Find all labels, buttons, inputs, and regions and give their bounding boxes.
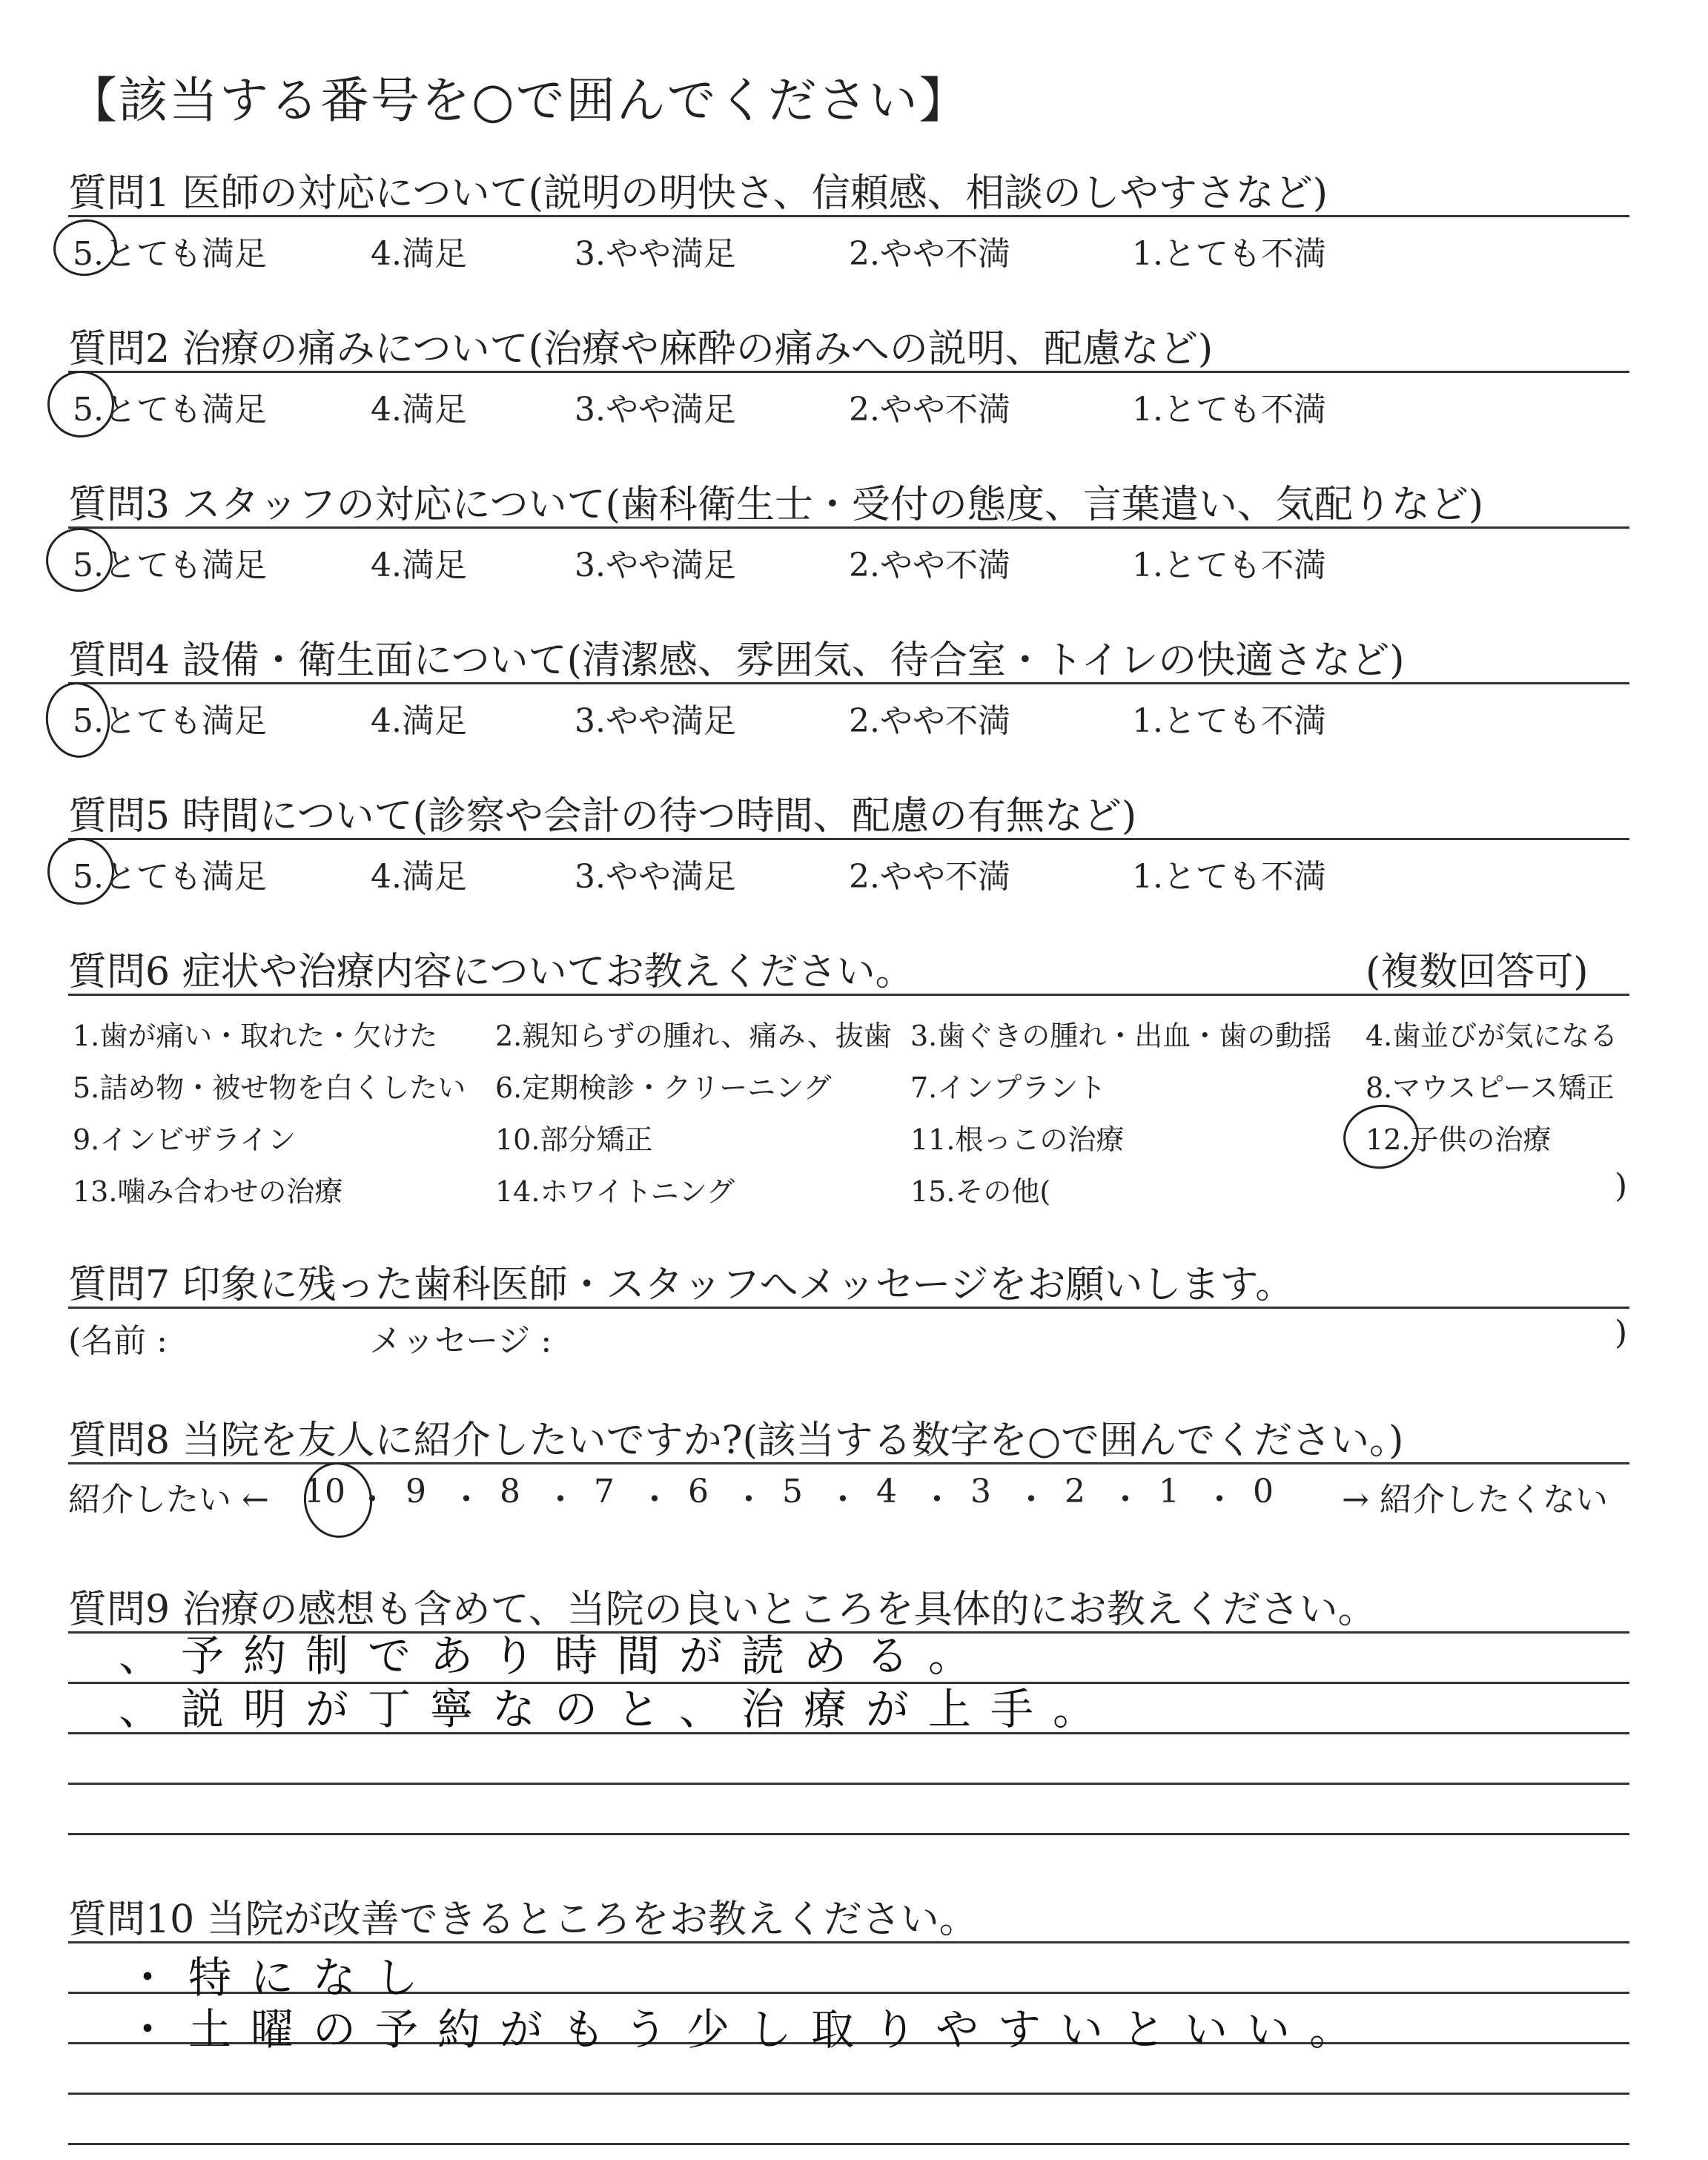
q6-title: 質問6 症状や治療内容についてお教えください。 [68,950,914,994]
q8-scale-value-2[interactable]: 2 [1065,1473,1085,1510]
q4-option-4[interactable]: 4.満足 [371,702,467,740]
q8-scale-value-7[interactable]: 7 [594,1473,615,1510]
q8-scale-separator: ・ [827,1481,859,1519]
page-title: 【該当する番号を○で囲んでください】 [68,72,970,129]
q3-option-4[interactable]: 4.満足 [371,546,467,584]
q6-item-2[interactable]: 2.親知らずの腫れ、痛み、抜歯 [495,1020,892,1052]
q8-scale-separator: ・ [544,1481,577,1519]
q8-right-label: → 紹介したくない [1342,1481,1608,1519]
q2-title: 質問2 治療の痛みについて(治療や麻酔の痛みへの説明、配慮など) [68,327,1214,371]
q5-option-2[interactable]: 2.やや不満 [849,858,1010,896]
q6-item-4[interactable]: 4.歯並びが気になる [1366,1020,1618,1052]
q10-answer-2: ・土曜の予約がもう少し取りやすいといい。 [126,2004,1372,2055]
q4-option-1[interactable]: 1.とても不満 [1132,702,1326,740]
q1-option-3[interactable]: 3.やや満足 [575,235,736,273]
q8-selection-circle [299,1458,377,1542]
q5-option-1[interactable]: 1.とても不満 [1132,858,1326,896]
q8-left-label: 紹介したい ← [68,1481,269,1519]
q2-option-5[interactable]: 5.とても満足 [73,391,267,429]
q8-scale-value-10[interactable]: 10 [304,1473,345,1510]
q2-option-1[interactable]: 1.とても不満 [1132,391,1326,429]
q10-line-4 [68,2093,1629,2095]
q2-option-4[interactable]: 4.満足 [371,391,467,429]
q1-title: 質問1 医師の対応について(説明の明快さ、信頼感、相談のしやすさなど) [68,171,1328,216]
q2-selection-circle [43,366,119,442]
q8-scale-separator: ・ [1015,1481,1047,1519]
q4-option-2[interactable]: 2.やや不満 [849,702,1010,740]
q5-title: 質問5 時間について(診察や会計の待つ時間、配慮の有無など) [68,794,1137,839]
q8-scale-separator: ・ [638,1481,671,1519]
q4-divider [68,682,1629,684]
q2-option-3[interactable]: 3.やや満足 [575,391,736,429]
q6-item-9[interactable]: 9.インビザライン [73,1123,297,1156]
q1-option-2[interactable]: 2.やや不満 [849,235,1010,273]
q9-answer-1: 、予約制であり時間が読める。 [119,1631,991,1681]
q5-divider [68,838,1629,840]
q6-item-15[interactable]: 15.その他( [910,1175,1051,1208]
q7-close-paren: ) [1615,1314,1628,1352]
q6-item-10[interactable]: 10.部分矯正 [495,1123,653,1156]
q7-message-label: メッセージ : [369,1322,552,1360]
q3-divider [68,526,1629,529]
q8-scale-value-3[interactable]: 3 [970,1473,991,1510]
q8-scale-separator: ・ [921,1481,953,1519]
q7-divider [68,1307,1629,1309]
q6-item-1[interactable]: 1.歯が痛い・取れた・欠けた [73,1020,438,1052]
q10-line-5 [68,2143,1629,2145]
q8-scale-value-1[interactable]: 1 [1159,1473,1179,1510]
q8-scale-separator: ・ [450,1481,483,1519]
q8-scale-separator: ・ [1203,1481,1236,1519]
q6-item-6[interactable]: 6.定期検診・クリーニング [495,1071,832,1104]
q3-title: 質問3 スタッフの対応について(歯科衛生士・受付の態度、言葉遣い、気配りなど) [68,483,1484,527]
q8-scale-separator: ・ [732,1481,765,1519]
q6-item-12[interactable]: 12.子供の治療 [1366,1123,1552,1156]
q8-title: 質問8 当院を友人に紹介したいですか?(該当する数字を○で囲んでください。) [68,1418,1404,1463]
q8-scale-separator: ・ [1109,1481,1142,1519]
q2-divider [68,371,1629,373]
q5-option-5[interactable]: 5.とても満足 [73,858,267,896]
q6-divider [68,994,1629,996]
q6-item-13[interactable]: 13.噛み合わせの治療 [73,1175,343,1208]
q2-option-2[interactable]: 2.やや不満 [849,391,1010,429]
q9-line-5 [68,1833,1629,1835]
q3-option-1[interactable]: 1.とても不満 [1132,546,1326,584]
q3-option-5[interactable]: 5.とても満足 [73,546,267,584]
q5-option-4[interactable]: 4.満足 [371,858,467,896]
q10-title: 質問10 当院が改善できるところをお教えください。 [68,1898,978,1942]
q3-option-3[interactable]: 3.やや満足 [575,546,736,584]
q8-scale [304,1473,1327,1517]
q6-item-5[interactable]: 5.詰め物・被せ物を白くしたい [73,1071,466,1104]
q3-option-2[interactable]: 2.やや不満 [849,546,1010,584]
q8-scale-value-5[interactable]: 5 [782,1473,803,1510]
q8-scale-value-9[interactable]: 9 [406,1473,426,1510]
q8-scale-value-8[interactable]: 8 [500,1473,520,1510]
q8-scale-value-6[interactable]: 6 [688,1473,709,1510]
q6-item-11[interactable]: 11.根っこの治療 [910,1123,1125,1156]
q6-item-7[interactable]: 7.インプラント [910,1071,1107,1104]
q6-item-14[interactable]: 14.ホワイトニング [495,1175,735,1208]
q6-note: (複数回答可) [1366,950,1589,994]
q8-scale-value-4[interactable]: 4 [876,1473,897,1510]
q8-scale-separator: ・ [356,1481,388,1519]
q4-selection-circle [41,678,114,762]
q6-item-8[interactable]: 8.マウスピース矯正 [1366,1071,1615,1104]
q6-item-3[interactable]: 3.歯ぐきの腫れ・出血・歯の動揺 [910,1020,1332,1052]
q1-divider [68,215,1629,217]
q10-answer-1: ・特になし [126,1952,438,2003]
q7-name-label: (名前 : [68,1322,168,1360]
q9-title: 質問9 治療の感想も含めて、当院の良いところを具体的にお教えください。 [68,1588,1377,1632]
q5-option-3[interactable]: 3.やや満足 [575,858,736,896]
q6-other-close-paren: ) [1615,1167,1628,1205]
q8-scale-value-0[interactable]: 0 [1253,1473,1274,1510]
q4-option-3[interactable]: 3.やや満足 [575,702,736,740]
q7-title: 質問7 印象に残った歯科医師・スタッフへメッセージをお願いします。 [68,1263,1294,1307]
q1-option-1[interactable]: 1.とても不満 [1132,235,1326,273]
q8-divider [68,1462,1629,1464]
q1-option-5[interactable]: 5.とても満足 [73,235,267,273]
q6-selection-circle [1340,1100,1423,1173]
q5-selection-circle [43,833,119,909]
q1-option-4[interactable]: 4.満足 [371,235,467,273]
q9-answer-2: 、説明が丁寧なのと、治療が上手。 [119,1684,1116,1734]
q4-option-5[interactable]: 5.とても満足 [73,702,267,740]
q9-line-4 [68,1783,1629,1785]
q4-title: 質問4 設備・衛生面について(清潔感、雰囲気、待合室・トイレの快適さなど) [68,638,1405,683]
